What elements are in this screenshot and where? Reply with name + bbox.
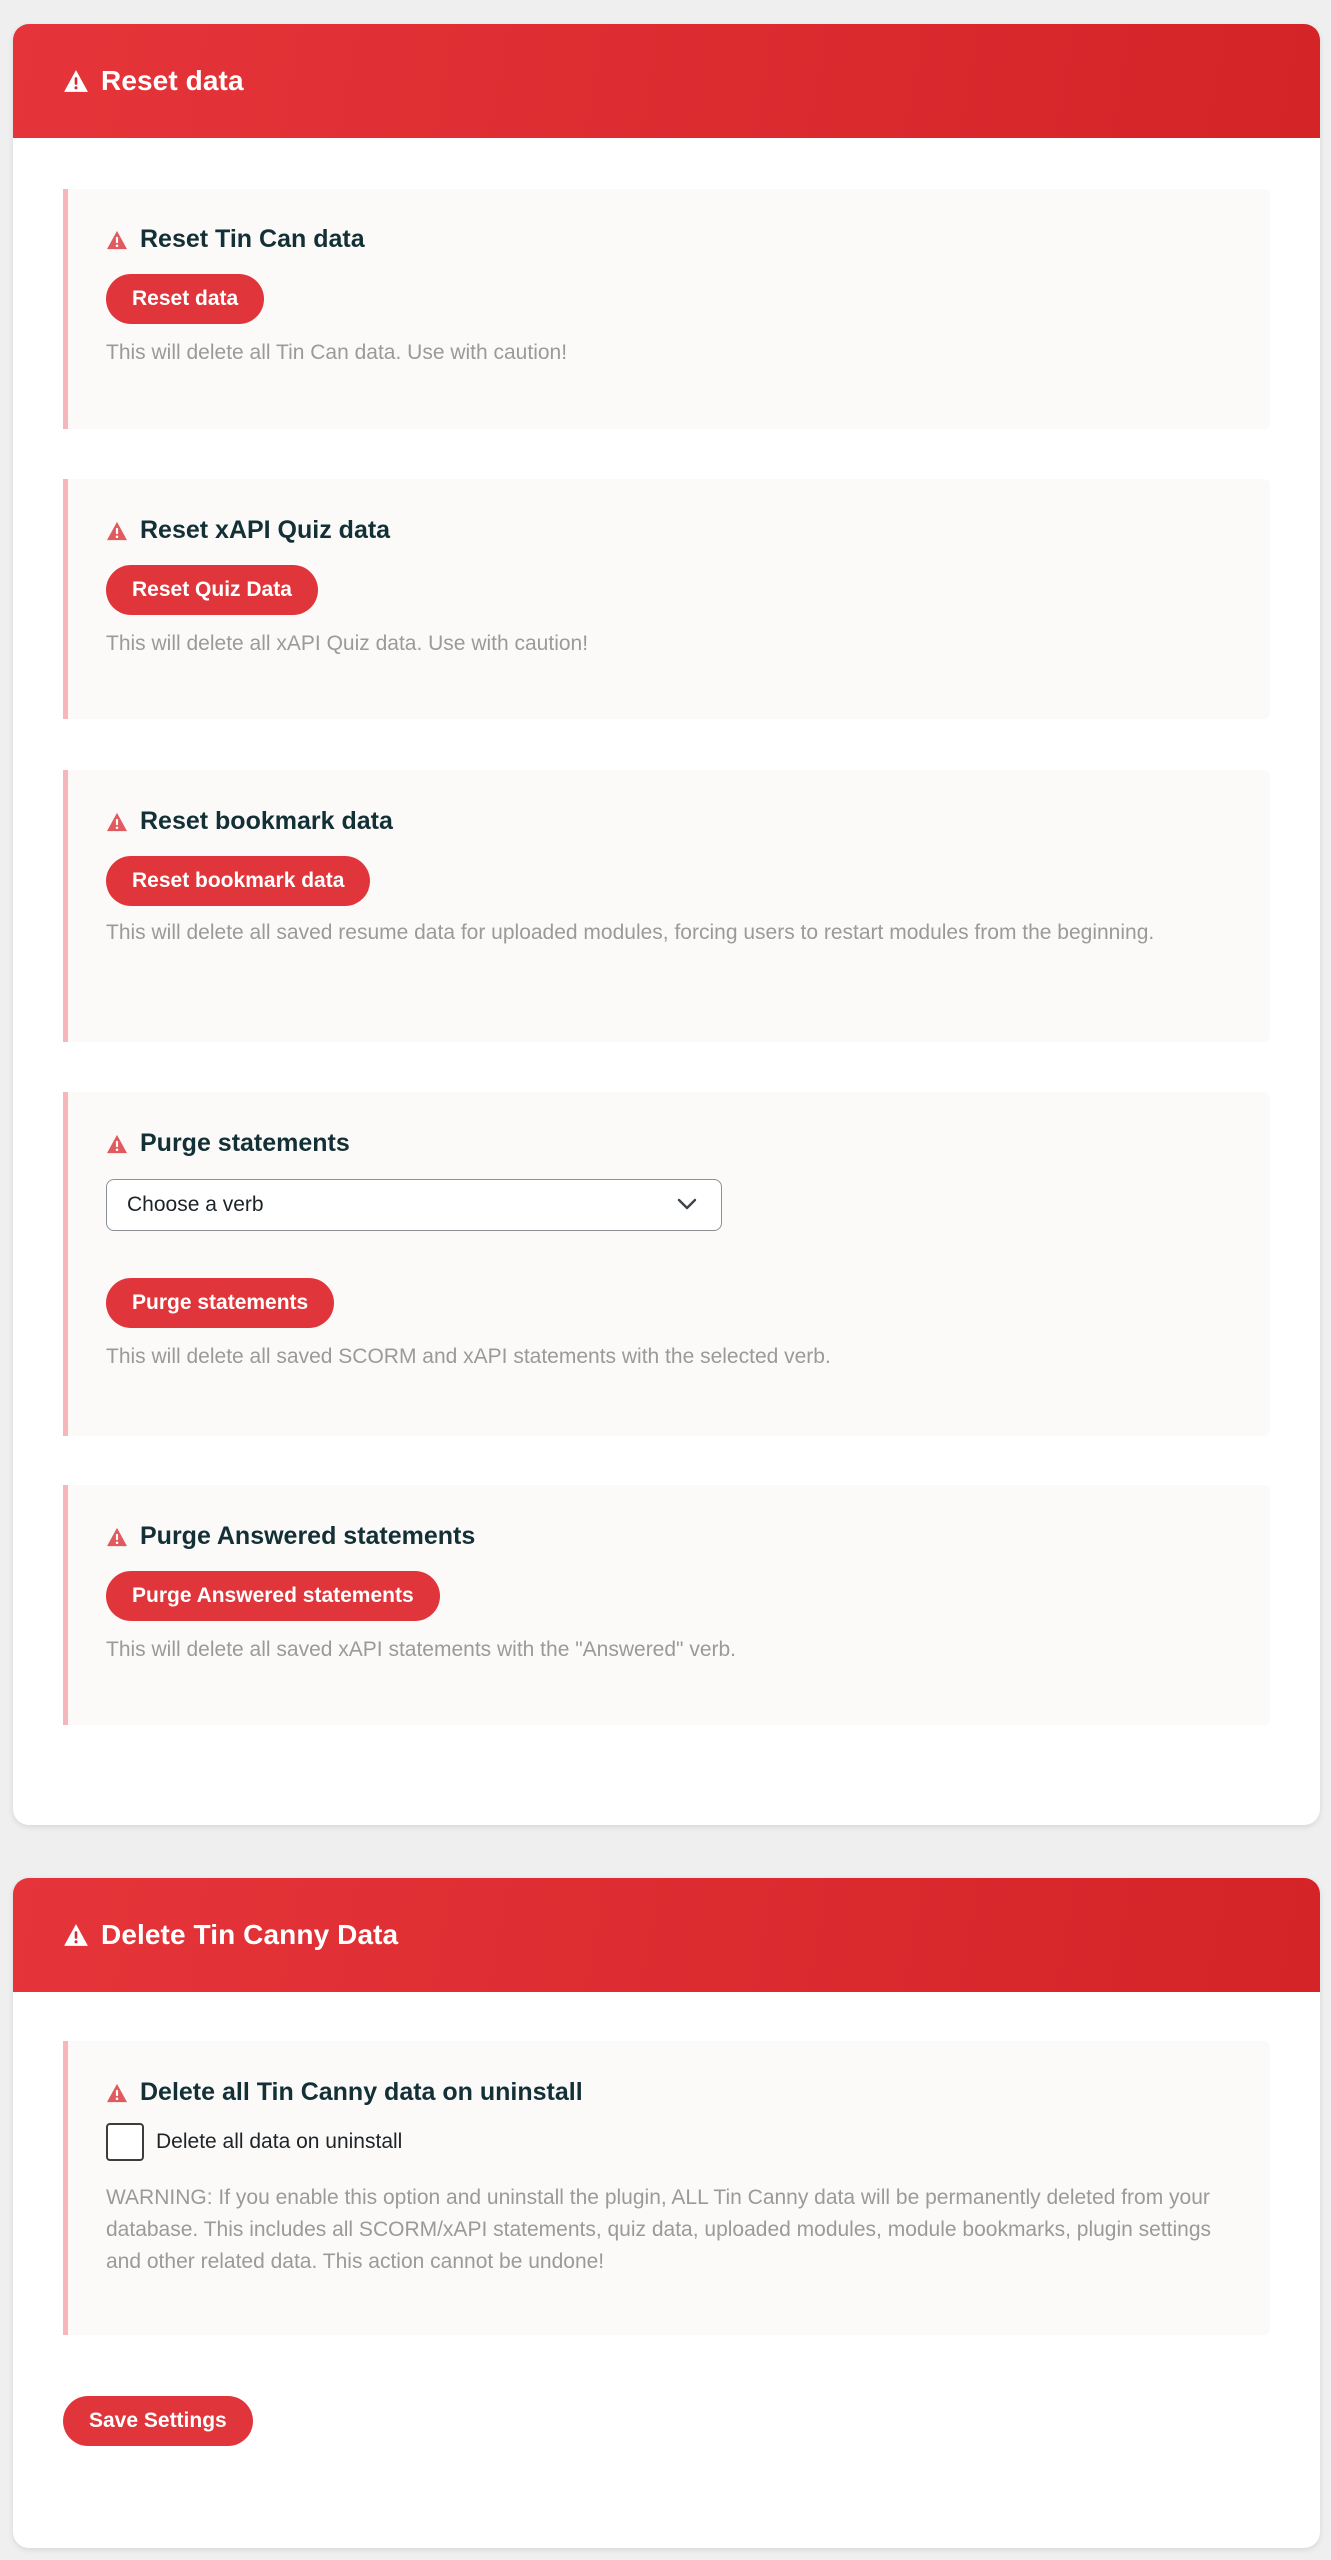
reset-tin-can-button[interactable]: Reset data — [106, 274, 264, 324]
warning-icon — [106, 1527, 128, 1547]
save-settings-button[interactable]: Save Settings — [63, 2396, 253, 2446]
section-title: Purge Answered statements — [140, 1522, 476, 1550]
section-description: This will delete all xAPI Quiz data. Use with caution! — [106, 632, 589, 655]
warning-icon — [106, 521, 128, 541]
section-title: Reset xAPI Quiz data — [140, 516, 391, 544]
reset-bookmark-section — [63, 770, 1270, 1042]
warning-icon — [106, 1134, 128, 1154]
verb-select-value: Choose a verb — [127, 1193, 264, 1216]
reset-tin-can-section — [63, 189, 1270, 429]
verb-select[interactable] — [106, 1179, 722, 1231]
section-description: This will delete all Tin Can data. Use with caution! — [106, 341, 568, 364]
checkbox-label[interactable]: Delete all data on uninstall — [156, 2130, 403, 2153]
reset-bookmark-button[interactable]: Reset bookmark data — [106, 856, 370, 906]
panel-title: Delete Tin Canny Data — [101, 1919, 399, 1950]
purge-answered-section — [63, 1485, 1270, 1725]
warning-icon — [63, 69, 89, 93]
warning-icon — [106, 230, 128, 250]
delete-data-header — [13, 1878, 1320, 1992]
reset-data-panel — [13, 24, 1320, 1825]
delete-on-uninstall-row — [106, 2123, 402, 2161]
section-description: This will delete all saved xAPI statements with the "Answered" verb. — [106, 1638, 737, 1661]
section-description: This will delete all saved SCORM and xAPI statements with the selected verb. — [106, 1345, 831, 1368]
section-description: This will delete all saved resume data for uploaded modules, forcing users to restart modules from the beginning. — [106, 921, 1155, 944]
section-title: Delete all Tin Canny data on uninstall — [140, 2078, 583, 2106]
reset-quiz-data-button[interactable]: Reset Quiz Data — [106, 565, 318, 615]
reset-xapi-quiz-section — [63, 479, 1270, 719]
warning-text: WARNING: If you enable this option and uninstall the plugin, ALL Tin Canny data will be permanently deleted from your database. This includes all SCORM/xAPI statements, quiz data, uploaded modules, module bookmarks, plugin settings and other related data. This action cannot be undone! — [106, 2186, 1212, 2273]
warning-icon — [106, 812, 128, 832]
panel-title: Reset data — [101, 65, 244, 96]
purge-statements-button[interactable]: Purge statements — [106, 1278, 334, 1328]
warning-icon — [106, 2083, 128, 2103]
purge-statements-section — [63, 1092, 1270, 1436]
section-title: Purge statements — [140, 1129, 350, 1157]
chevron-down-icon — [677, 1197, 697, 1211]
reset-data-header — [13, 24, 1320, 138]
section-title: Reset bookmark data — [140, 807, 393, 835]
purge-answered-button[interactable]: Purge Answered statements — [106, 1571, 440, 1621]
delete-data-panel — [13, 1878, 1320, 2548]
warning-icon — [63, 1923, 89, 1947]
delete-on-uninstall-checkbox[interactable] — [106, 2123, 144, 2161]
section-title: Reset Tin Can data — [140, 225, 365, 253]
delete-on-uninstall-section — [63, 2041, 1270, 2335]
